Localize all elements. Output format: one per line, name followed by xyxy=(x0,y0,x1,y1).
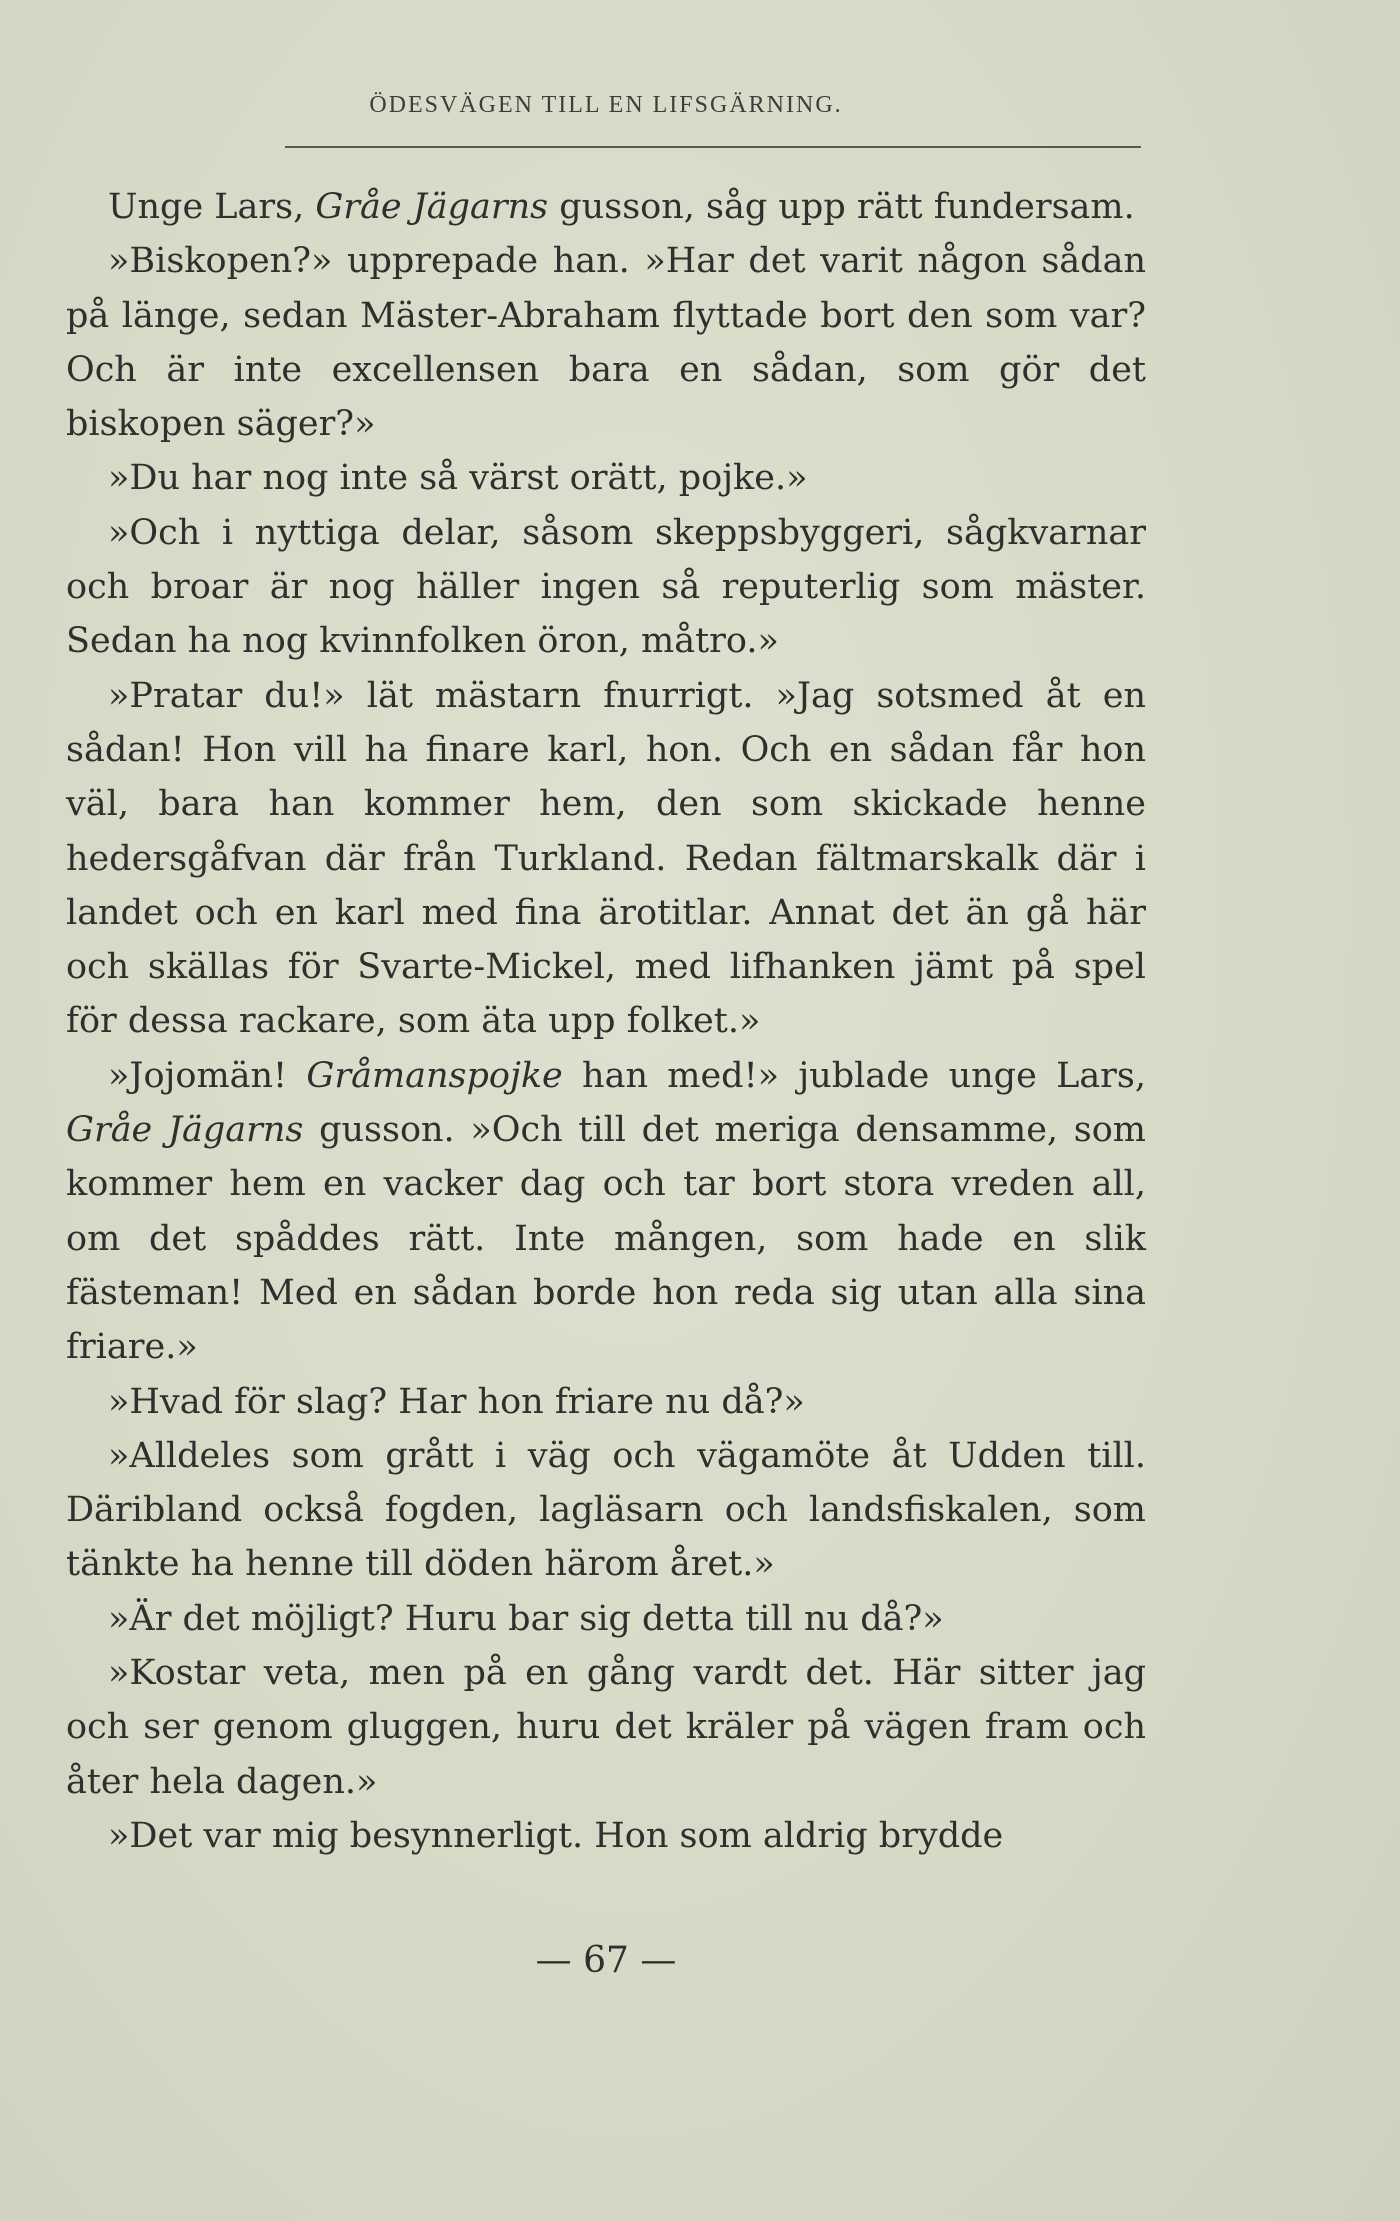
paragraph: »Och i nyttiga delar, såsom skeppsbyggeri, sågkvarnar och broar är nog häller ingen så reputerlig som mäster. Sedan ha nog kvinnfolken öron, måtro.» xyxy=(66,512,1146,662)
paragraph: »Kostar veta, men på en gång vardt det. Här sitter jag och ser genom gluggen, huru det kräler på vägen fram och åter hela dagen.» xyxy=(66,1653,1146,1802)
header-rule xyxy=(285,146,1141,148)
paragraph: »Alldeles som grått i väg och vägamöte åt Udden till. Däribland också fogden, lagläsarn och landsfiskalen, som tänkte ha henne till döden härom året.» xyxy=(66,1435,1146,1585)
paragraph xyxy=(66,1049,1146,1375)
text-run: Unge Lars, xyxy=(108,187,316,227)
running-header: ÖDESVÄGEN TILL EN LIFSGÄRNING. xyxy=(369,92,843,118)
italic-name: Gråe Jägarns xyxy=(315,187,549,227)
page-number: — 67 — xyxy=(535,1940,677,1981)
paragraph: »Är det möjligt? Huru bar sig detta till nu då?» xyxy=(108,1598,944,1639)
body-text xyxy=(66,180,1146,1863)
paragraph: »Pratar du!» lät mästarn fnurrigt. »Jag sotsmed åt en sådan! Hon vill ha finare karl, hon. Och en sådan får hon väl, bara han kommer hem, den som skickade henne hedersgåfvan där från Turkland. Redan fältmarskalk där i landet och en karl med fina ärotitlar. Annat det än gå här och skällas för Svarte-Mickel, med lifhanken jämt på spel för dessa rackare, som äta upp folket.» xyxy=(66,675,1146,1042)
italic-name: Gråmanspojke xyxy=(306,1055,563,1096)
paragraph: »Biskopen?» upprepade han. »Har det varit någon sådan på länge, sedan Mäster-Abraham flyttade bort den som var? Och är inte excellensen bara en sådan, som gör det biskopen säger?» xyxy=(66,241,1146,445)
text-run: gusson, såg upp rätt fundersam. xyxy=(548,187,1135,227)
paragraph: »Du har nog inte så värst orätt, pojke.» xyxy=(108,458,808,499)
paragraph xyxy=(66,180,1146,234)
text-run: han med!» jublade unge Lars, xyxy=(562,1055,1146,1096)
text-run: »Jojomän! xyxy=(108,1055,307,1096)
text-run: gusson. »Och till det meriga densamme, som kommer hem en vacker dag och tar bort stora vreden all, om det spåddes rätt. Inte mången, som hade en slik fästeman! Med en sådan borde hon reda sig utan alla sina friare.» xyxy=(66,1110,1146,1368)
paragraph: »Det var mig besynnerligt. Hon som aldrig brydde xyxy=(108,1815,1004,1856)
paragraph: »Hvad för slag? Har hon friare nu då?» xyxy=(108,1381,805,1422)
italic-name: Gråe Jägarns xyxy=(66,1110,304,1151)
